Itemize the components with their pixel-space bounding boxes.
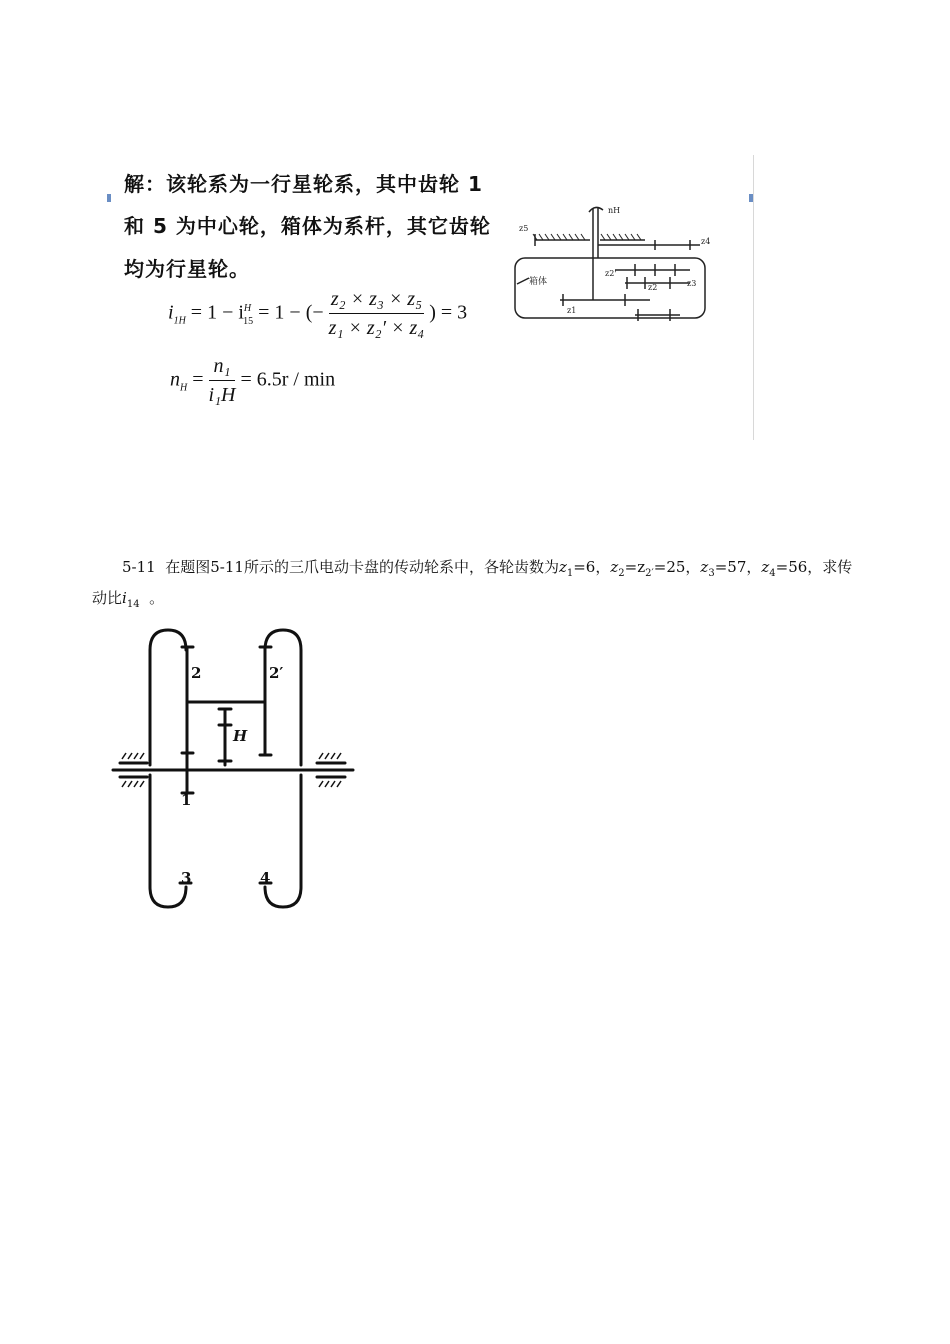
housing-box: [515, 258, 705, 318]
label-gear-2: 2: [191, 664, 202, 682]
label-z2: z2: [648, 283, 658, 292]
label-z4: z4: [701, 237, 711, 246]
label-gear-4: 4: [260, 869, 271, 887]
label-z2-prime: z2': [605, 269, 617, 278]
solution-line-3: 均为行星轮。: [124, 257, 250, 281]
equation-transmission-ratio: $i_{1H} = 1 - i^H_{15} = 1$ − (− $\frac{\text{z₂ × z₃ × z₅}}{\text{z₁ × z₂′ × z₄}}$ ) = 3: [168, 288, 468, 339]
problem-5-11: [92, 555, 872, 617]
solution-line-1: 解：该轮系为一行星轮系，其中齿轮 1: [124, 172, 483, 196]
label-nH: nH: [608, 206, 621, 215]
image-right-border: [753, 155, 754, 440]
internal-gear-3: [150, 630, 186, 765]
label-gear-3: 3: [181, 869, 192, 887]
solution-line-2: 和 5 为中心轮，箱体为系杆，其它齿轮: [124, 214, 491, 238]
gear-ratio-fraction: $\frac{\text{z₂ × z₃ × z₅}}{\text{z₁ × z₂′ × z₄}}$: [328, 288, 425, 339]
speed-fraction: $\frac{\text{n₁}}{\text{i₁H}}$: [208, 355, 236, 406]
label-z5: z5: [519, 224, 529, 233]
left-edit-marker: [107, 194, 111, 202]
chuck-gear-diagram: [105, 625, 360, 915]
equation-carrier-speed: $n_H$ = $\frac{\text{n₁}}{\text{i₁H}}$ = 6.5r / min: [170, 355, 336, 406]
planetary-gear-diagram: [505, 200, 720, 330]
label-z3: z3: [687, 279, 697, 288]
problem-line-2: 动比$i_{14}$ 。: [92, 589, 165, 610]
label-gear-2-prime: 2′: [269, 664, 284, 682]
internal-gear-4: [265, 630, 301, 765]
label-z1: z1: [567, 306, 577, 315]
label-housing: 箱体: [529, 277, 548, 287]
label-carrier-H: H: [233, 727, 248, 745]
label-gear-1: 1: [181, 791, 192, 809]
problem-line-1: 5-11 在题图5-11所示的三爪电动卡盘的传动轮系中，各轮齿数为$z_1=6$，$z_2=z_{2'}=25$，$z_3=57$，$z_4=56$，求传: [122, 558, 853, 579]
